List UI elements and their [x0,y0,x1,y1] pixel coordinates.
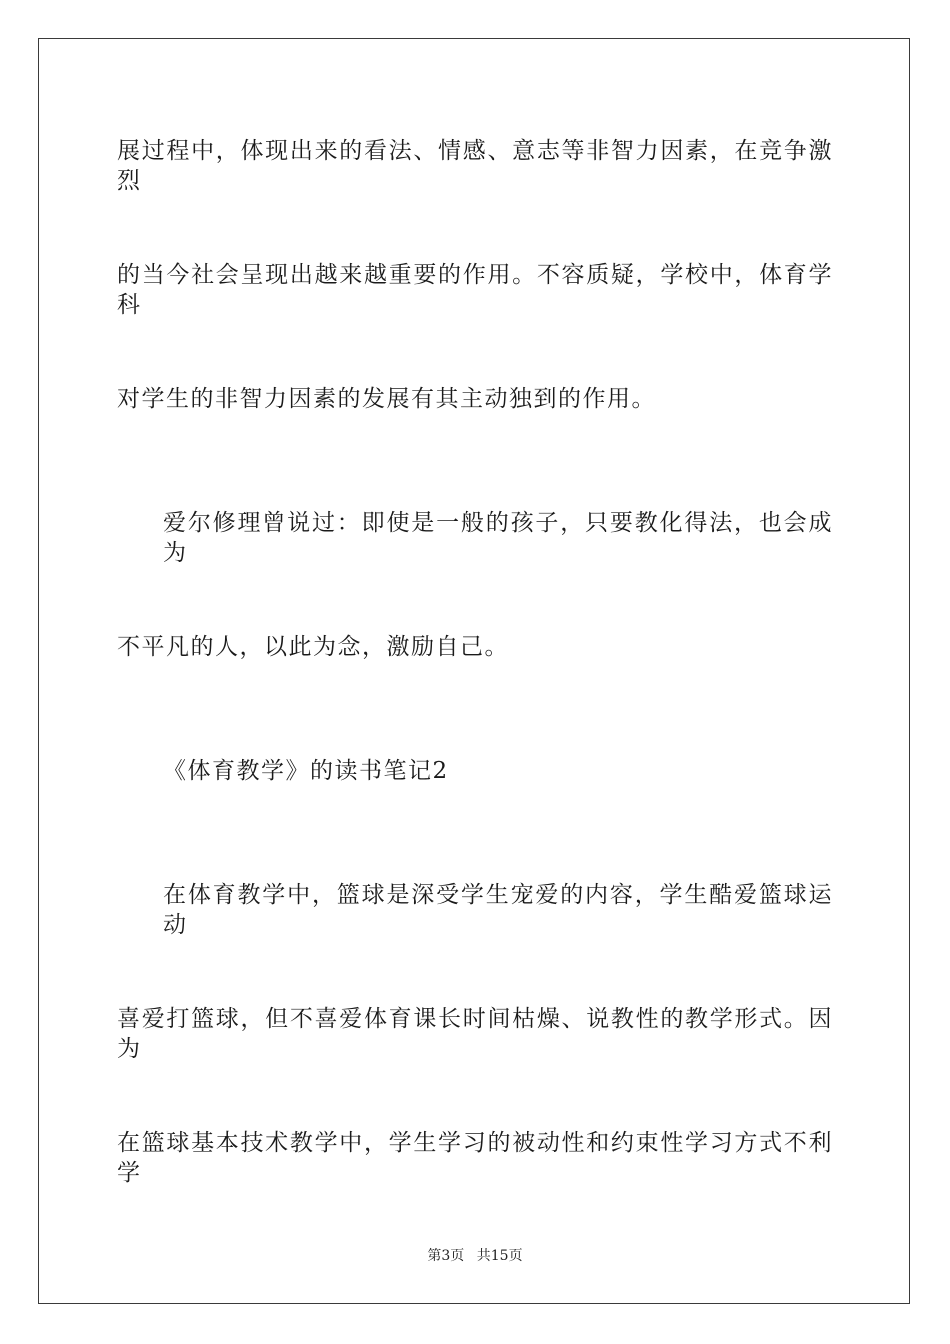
paragraph-line-7: 喜爱打篮球，但不喜爱体育课长时间枯燥、说教性的教学形式。因为 [117,1006,833,1062]
paragraph-line-8: 在篮球基本技术教学中，学生学习的被动性和约束性学习方式不利学 [117,1130,833,1186]
paragraph-line-5: 不平凡的人，以此为念，激励自己。 [117,634,509,660]
page-number: 第3页 [427,1248,465,1264]
paragraph-line-3: 对学生的非智力因素的发展有其主动独到的作用。 [117,386,656,412]
section-heading: 《体育教学》的读书笔记2 [163,758,449,784]
page-total: 共15页 [476,1248,523,1264]
paragraph-line-2: 的当今社会呈现出越来越重要的作用。不容质疑，学校中，体育学科 [117,262,833,318]
paragraph-line-4: 爱尔修理曾说过：即使是一般的孩子，只要教化得法，也会成为 [163,510,833,566]
paragraph-line-1: 展过程中，体现出来的看法、情感、意志等非智力因素，在竞争激烈 [117,138,833,194]
page-footer [0,1246,950,1266]
paragraph-line-6: 在体育教学中，篮球是深受学生宠爱的内容，学生酷爱篮球运动 [163,882,833,938]
page-border [38,38,910,1304]
